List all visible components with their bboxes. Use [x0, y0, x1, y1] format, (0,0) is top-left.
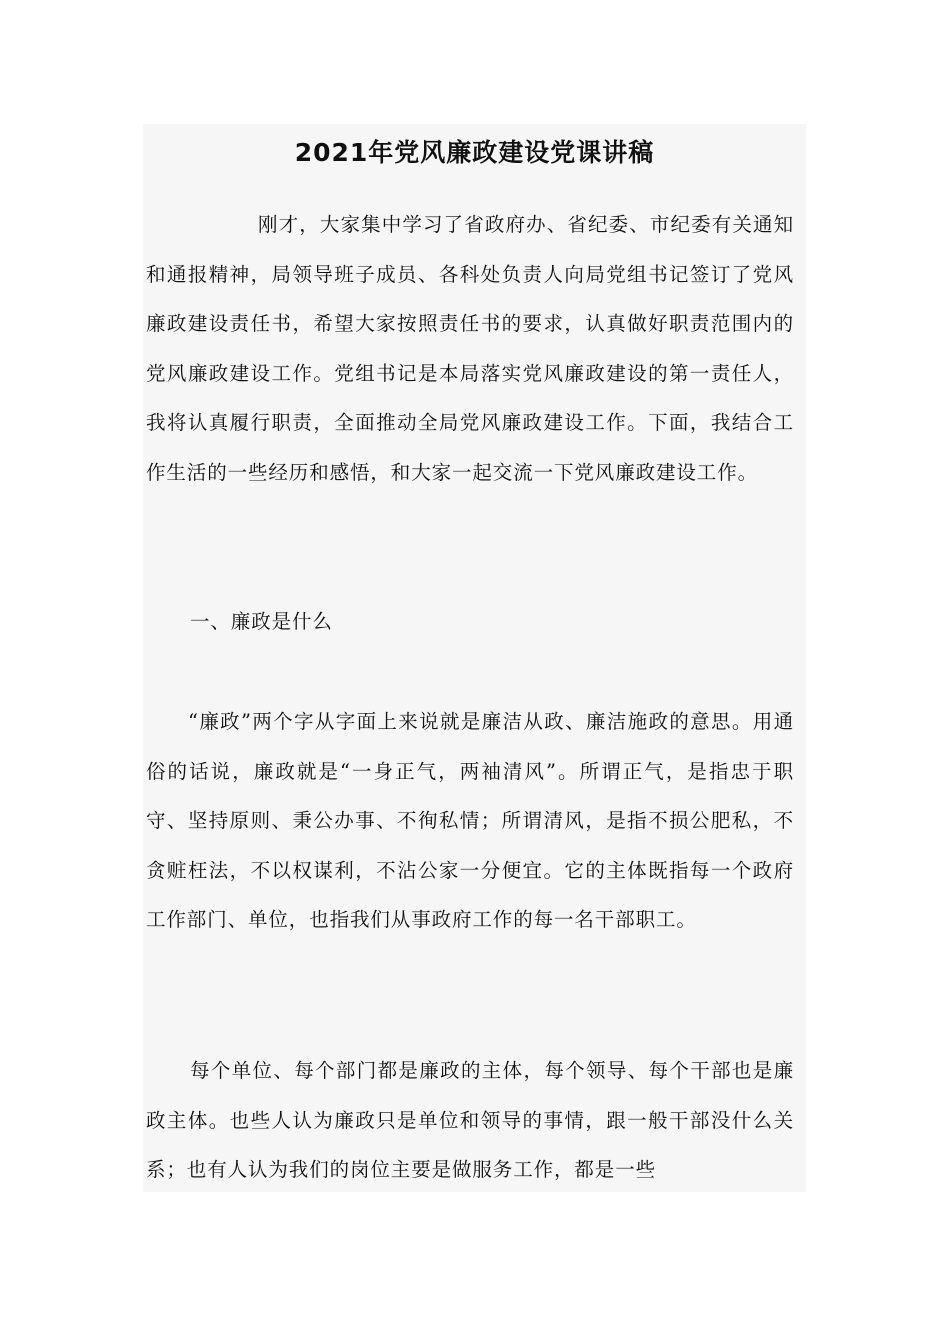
paragraph-subjects: 每个单位、每个部门都是廉政的主体，每个领导、每个干部也是廉政主体。也些人认为廉政只是单位和领导的事情，跟一般干部没什么关系；也有人认为我们的岗位主要是做服务工作，都是一些: [146, 1059, 794, 1181]
section-heading: 一、廉政是什么: [190, 610, 333, 633]
document-title: 2021年党风廉政建设党课讲稿: [294, 138, 655, 167]
paragraph-definition: “廉政”两个字从字面上来说就是廉洁从政、廉洁施政的意思。用通俗的话说，廉政就是“一身正气，两袖清风”。所谓正气，是指忠于职守、坚持原则、秉公办事、不徇私情；所谓清风，是指不损公肥私，不贪赃枉法，不以权谋利，不沾公家一分便宜。它的主体既指每一个政府工作部门、单位，也指我们从事政府工作的每一名干部职工。: [146, 710, 794, 931]
paragraph-intro: 刚才，大家集中学习了省政府办、省纪委、市纪委有关通知和通报精神，局领导班子成员、各科处负责人向局党组书记签订了党风廉政建设责任书，希望大家按照责任书的要求，认真做好职责范围内的党风廉政建设工作。党组书记是本局落实党风廉政建设的第一责任人，我将认真履行职责，全面推动全局党风廉政建设工作。下面，我结合工作生活的一些经历和感悟，和大家一起交流一下党风廉政建设工作。: [146, 213, 794, 484]
